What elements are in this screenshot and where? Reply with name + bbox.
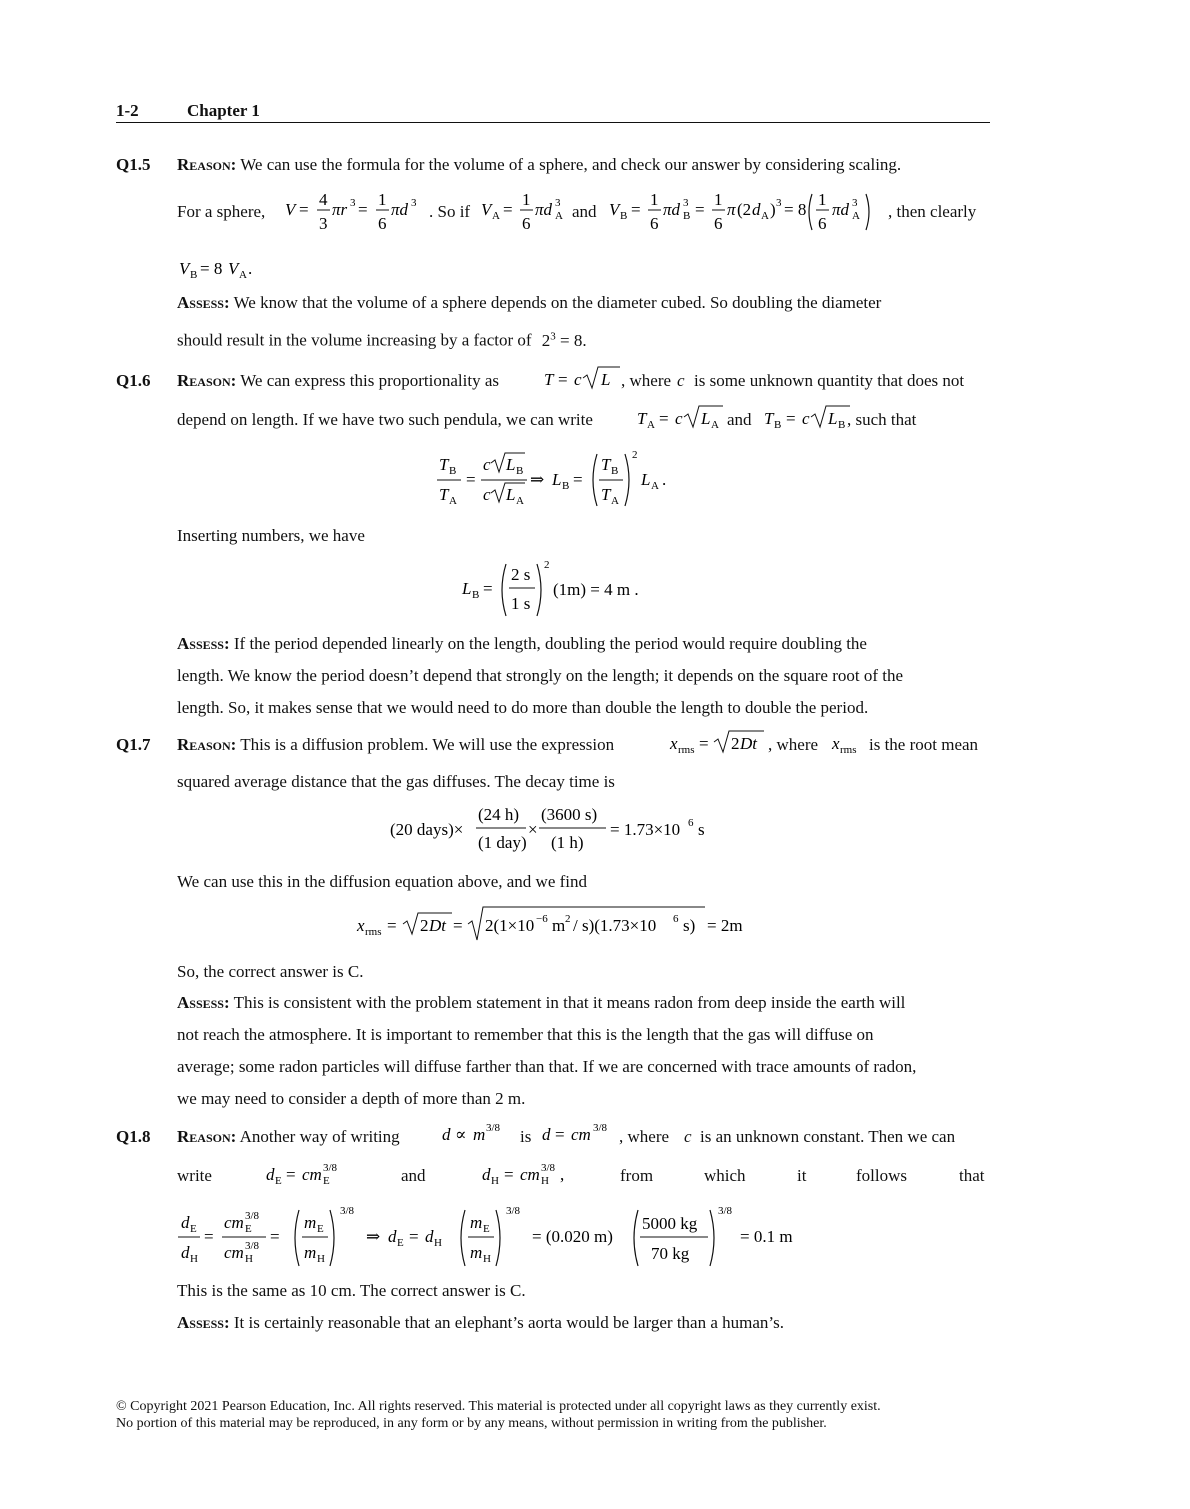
equation-vb-result (177, 255, 267, 281)
q16-reason-1b: , where (621, 371, 672, 390)
q17-reason-1a: This is a diffusion problem. We will use the expression (236, 735, 615, 754)
svg-text:(2: (2 (737, 200, 752, 219)
svg-text:s: s (698, 820, 705, 839)
question-label-q18: Q1.8 (116, 1127, 151, 1146)
equation-lb-numeric (460, 558, 660, 622)
svg-text:A: A (852, 210, 860, 222)
q17-use-line: We can use this in the diffusion equation above, and we find (177, 872, 587, 891)
svg-text:H: H (190, 1253, 198, 1265)
q16-assess-1 (177, 634, 867, 654)
svg-text:3/8: 3/8 (506, 1205, 521, 1217)
svg-text:A: A (611, 495, 619, 507)
svg-text:3/8: 3/8 (340, 1205, 355, 1217)
svg-text:3/8: 3/8 (245, 1210, 260, 1222)
q16-reason-2b: and (727, 410, 752, 429)
svg-text:=: = (659, 409, 669, 428)
q17-assess-2: not reach the atmosphere. It is important to remember that this is the length that the gas will diffuse on (177, 1025, 874, 1044)
svg-text:c: c (483, 455, 491, 474)
svg-text:L: L (552, 470, 562, 489)
q15-line2-d: , then clearly (888, 202, 977, 221)
svg-text:E: E (275, 1175, 282, 1187)
svg-text:rms: rms (365, 926, 382, 938)
svg-text:c: c (574, 370, 582, 389)
svg-text:d: d (482, 1165, 491, 1184)
svg-text:2(1×10: 2(1×10 (485, 916, 535, 935)
q17-assess-4: we may need to consider a depth of more than 2 m. (177, 1089, 526, 1108)
svg-text:): ) (770, 200, 776, 219)
q18-word-that: that (959, 1166, 985, 1185)
svg-text:=: = (555, 1125, 565, 1144)
svg-text:= 2m: = 2m (707, 916, 743, 935)
svg-text:m: m (470, 1243, 483, 1262)
svg-text:.: . (662, 470, 667, 489)
q16-reason-1c: is some unknown quantity that does not (694, 371, 965, 390)
q17-answer: So, the correct answer is C. (177, 962, 364, 981)
svg-text:H: H (434, 1237, 442, 1249)
q17-reason-2: squared average distance that the gas diffuses. The decay time is (177, 772, 615, 791)
svg-text:x: x (357, 916, 365, 935)
q15-line2-a: For a sphere, (177, 202, 266, 221)
svg-text:E: E (483, 1223, 490, 1235)
equation-lb-derivation (437, 448, 677, 514)
svg-text:(20 days)×: (20 days)× (390, 820, 464, 839)
svg-text:L: L (462, 579, 472, 598)
q18-reason-1b: is (520, 1127, 532, 1146)
svg-text:2 s: 2 s (511, 565, 531, 584)
svg-text:L: L (506, 485, 516, 504)
svg-text:(1 day): (1 day) (478, 833, 527, 852)
svg-text:V: V (285, 200, 296, 219)
svg-text:L: L (506, 455, 516, 474)
svg-text:3/8: 3/8 (486, 1122, 501, 1134)
svg-text:3: 3 (555, 197, 561, 209)
svg-text:2: 2 (420, 916, 429, 935)
q18-reason-1a: Another way of writing (236, 1127, 400, 1146)
svg-text:s): s) (683, 916, 696, 935)
svg-text:E: E (317, 1223, 324, 1235)
svg-text:×: × (528, 820, 538, 839)
q16-assess-text: If the period depended linearly on the length, doubling the period would require doubling the (229, 634, 867, 653)
svg-text:A: A (239, 269, 247, 281)
svg-text:d: d (388, 1227, 397, 1246)
svg-text:A: A (516, 495, 524, 507)
svg-text:6: 6 (650, 214, 659, 233)
assess-label: Assess: (177, 293, 230, 312)
svg-text:3: 3 (350, 197, 356, 209)
q15-assess-1 (177, 293, 881, 313)
q18-word-which: which (704, 1166, 746, 1185)
svg-text:=: = (504, 1165, 514, 1184)
svg-text:V: V (179, 259, 190, 278)
svg-text:6: 6 (688, 817, 694, 829)
svg-text:T: T (601, 485, 611, 504)
svg-text:=: = (503, 200, 513, 219)
copyright-footer (116, 1398, 881, 1432)
equation-d-prop-m (440, 1118, 520, 1146)
svg-text:L: L (701, 409, 711, 428)
svg-text:d: d (181, 1213, 190, 1232)
svg-text:,: , (560, 1165, 565, 1184)
svg-text:/ s)(1.73×10: / s)(1.73×10 (573, 916, 657, 935)
equation-tb (762, 403, 852, 431)
svg-text:V: V (609, 200, 620, 219)
q18-assess-text: It is certainly reasonable that an elephant’s aorta would be larger than a human’s. (229, 1313, 784, 1332)
svg-text:⇒: ⇒ (530, 470, 545, 489)
q18-word-and: and (401, 1166, 426, 1185)
svg-text:πd: πd (663, 200, 681, 219)
svg-text:=: = (695, 200, 705, 219)
q18-reason-1c: , where (619, 1127, 670, 1146)
question-label-q16: Q1.6 (116, 371, 151, 390)
q17-reason-1b: , where (768, 735, 819, 754)
equation-de (264, 1158, 354, 1188)
svg-text:3: 3 (319, 214, 328, 233)
svg-text:Dt: Dt (429, 916, 446, 935)
q15-reason-text: We can use the formula for the volume of a sphere, and check our answer by considering scaling. (236, 155, 902, 174)
svg-text:B: B (562, 480, 570, 492)
svg-text:(3600 s): (3600 s) (541, 805, 598, 824)
question-label-q17: Q1.7 (116, 735, 151, 754)
svg-text:3: 3 (411, 197, 417, 209)
svg-text:3/8: 3/8 (541, 1162, 556, 1174)
svg-text:6: 6 (714, 214, 723, 233)
svg-text:∝: ∝ (455, 1125, 467, 1144)
svg-text:d: d (266, 1165, 275, 1184)
svg-text:1 s: 1 s (511, 594, 531, 613)
svg-text:=: = (409, 1227, 419, 1246)
svg-text:B: B (190, 269, 198, 281)
svg-text:2: 2 (544, 559, 550, 571)
svg-text:H: H (483, 1253, 491, 1265)
svg-text:B: B (516, 465, 524, 477)
equation-vb (606, 186, 896, 236)
page-number: 1-2 (116, 101, 139, 120)
q18-word-from: from (620, 1166, 654, 1185)
q18-assess-1 (177, 1313, 784, 1333)
q18-same-line: This is the same as 10 cm. The correct answer is C. (177, 1281, 526, 1300)
svg-text:= (0.020 m): = (0.020 m) (532, 1227, 613, 1246)
svg-text:rms: rms (840, 744, 857, 756)
svg-text:4: 4 (319, 190, 328, 209)
svg-text:A: A (711, 419, 719, 431)
svg-text:cm: cm (520, 1165, 540, 1184)
svg-text:1: 1 (650, 190, 659, 209)
q17-assess-3: average; some radon particles will diffuse farther than that. If we are concerned with trace amounts of radon, (177, 1057, 917, 1076)
svg-text:m: m (304, 1243, 317, 1262)
svg-text:A: A (492, 210, 500, 222)
svg-text:πd: πd (391, 200, 409, 219)
svg-text:T: T (439, 455, 449, 474)
svg-text:2: 2 (731, 734, 740, 753)
svg-text:1: 1 (818, 190, 827, 209)
svg-text:6: 6 (378, 214, 387, 233)
q18-word-it: it (797, 1166, 807, 1185)
svg-text:3/8: 3/8 (593, 1122, 608, 1134)
q16-assess-2: length. We know the period doesn’t depend that strongly on the length; it depends on the square root of the (177, 666, 904, 685)
assess-label: Assess: (177, 634, 230, 653)
svg-text:=: = (573, 470, 583, 489)
svg-text:L: L (641, 470, 651, 489)
svg-text:d: d (442, 1125, 451, 1144)
variable-xrms (830, 728, 870, 756)
svg-text:= 0.1 m: = 0.1 m (740, 1227, 793, 1246)
svg-text:=: = (453, 916, 463, 935)
svg-text:cm: cm (224, 1213, 244, 1232)
footer-line-2: No portion of this material may be reproduced, in any form or by any means, without permission in writing from the publisher. (116, 1416, 827, 1431)
svg-text:3: 3 (852, 197, 858, 209)
svg-text:3: 3 (776, 197, 782, 209)
svg-text:πr: πr (332, 200, 348, 219)
svg-text:B: B (774, 419, 782, 431)
equation-de-derivation (178, 1202, 818, 1272)
svg-text:2: 2 (632, 449, 638, 461)
variable-c: c (677, 371, 685, 390)
reason-label: Reason: (177, 371, 237, 390)
svg-text:cm: cm (571, 1125, 591, 1144)
svg-text:(1 h): (1 h) (551, 833, 584, 852)
equation-va (478, 186, 573, 236)
svg-text:V: V (228, 259, 239, 278)
svg-text:2: 2 (565, 913, 571, 925)
svg-text:−6: −6 (536, 913, 548, 925)
svg-text:⇒: ⇒ (366, 1227, 381, 1246)
svg-text:L: L (601, 370, 611, 389)
svg-text:3/8: 3/8 (718, 1205, 733, 1217)
svg-text:H: H (245, 1253, 253, 1265)
svg-text:B: B (620, 210, 628, 222)
q16-assess-3: length. So, it makes sense that we would need to do more than double the length to double the period. (177, 698, 869, 717)
svg-text:H: H (491, 1175, 499, 1187)
svg-text:x: x (670, 734, 678, 753)
svg-text:m: m (304, 1213, 317, 1232)
svg-text:= 8: = 8 (200, 259, 223, 278)
svg-text:T: T (601, 455, 611, 474)
svg-text:E: E (190, 1223, 197, 1235)
assess-label: Assess: (177, 993, 230, 1012)
svg-text:T: T (764, 409, 774, 428)
equation-ta (635, 403, 725, 431)
svg-text:m: m (470, 1213, 483, 1232)
svg-text:(24 h): (24 h) (478, 805, 520, 824)
svg-text:H: H (317, 1253, 325, 1265)
reason-label: Reason: (177, 155, 237, 174)
svg-text:πd: πd (535, 200, 553, 219)
svg-text:70 kg: 70 kg (651, 1244, 690, 1263)
q18-reason-1 (177, 1127, 400, 1147)
q17-assess-text: This is consistent with the problem statement in that it means radon from deep inside the earth will (229, 993, 906, 1012)
svg-text:3/8: 3/8 (245, 1240, 260, 1252)
equation-d-cm (540, 1118, 630, 1146)
svg-text:d: d (181, 1243, 190, 1262)
q16-reason-2c: , such that (847, 410, 917, 429)
svg-text:B: B (683, 210, 691, 222)
svg-text:B: B (838, 419, 846, 431)
svg-text:E: E (397, 1237, 404, 1249)
svg-text:=: = (387, 916, 397, 935)
svg-text:T: T (439, 485, 449, 504)
svg-text:=: = (358, 200, 368, 219)
q15-assess-2: should result in the volume increasing by a factor of $2^3 = 8$. (177, 330, 587, 350)
header-rule (116, 122, 990, 123)
equation-xrms (668, 728, 768, 756)
svg-text:E: E (323, 1175, 330, 1187)
svg-text:=: = (558, 370, 568, 389)
svg-text:m: m (552, 916, 566, 935)
svg-text:A: A (647, 419, 655, 431)
svg-text:=: = (299, 200, 309, 219)
svg-text:.: . (248, 259, 253, 278)
svg-text:A: A (449, 495, 457, 507)
svg-text:c: c (675, 409, 683, 428)
variable-c: c (684, 1127, 692, 1146)
q16-inserting: Inserting numbers, we have (177, 526, 365, 545)
svg-text:6: 6 (673, 913, 679, 925)
equation-decay-time (388, 802, 728, 858)
svg-text:H: H (541, 1175, 549, 1187)
svg-text:B: B (472, 589, 480, 601)
reason-label: Reason: (177, 735, 237, 754)
svg-text:=: = (699, 734, 709, 753)
q18-word-follows: follows (856, 1166, 907, 1185)
svg-text:= 8: = 8 (784, 200, 807, 219)
svg-text:cm: cm (302, 1165, 322, 1184)
q18-reason-1d: is an unknown constant. Then we can (700, 1127, 956, 1146)
svg-text:=: = (286, 1165, 296, 1184)
svg-text:m: m (473, 1125, 486, 1144)
svg-text:T: T (544, 370, 554, 389)
svg-text:=: = (483, 579, 493, 598)
equation-xrms-numeric (355, 904, 755, 944)
svg-text:3: 3 (683, 197, 689, 209)
svg-text:A: A (651, 480, 659, 492)
svg-text:(1m) = 4 m .: (1m) = 4 m . (553, 580, 639, 599)
q15-line2-c: and (572, 202, 597, 221)
svg-text:3/8: 3/8 (323, 1162, 338, 1174)
svg-text:c: c (483, 485, 491, 504)
q18-word-write: write (177, 1166, 212, 1185)
q15-reason (177, 155, 901, 175)
svg-text:π: π (727, 200, 736, 219)
svg-text:πd: πd (832, 200, 850, 219)
svg-text:1: 1 (378, 190, 387, 209)
svg-text:c: c (802, 409, 810, 428)
svg-text:V: V (481, 200, 492, 219)
q16-reason-2a: depend on length. If we have two such pendula, we can write (177, 410, 593, 429)
svg-text:d: d (425, 1227, 434, 1246)
svg-text:= 1.73×10: = 1.73×10 (610, 820, 681, 839)
svg-text:B: B (449, 465, 457, 477)
svg-text:A: A (761, 210, 769, 222)
reason-label: Reason: (177, 1127, 237, 1146)
q15-line2-b: . So if (429, 202, 471, 221)
svg-text:=: = (204, 1227, 214, 1246)
svg-text:T: T (637, 409, 647, 428)
svg-text:1: 1 (522, 190, 531, 209)
svg-text:=: = (786, 409, 796, 428)
svg-text:=: = (631, 200, 641, 219)
chapter-title: Chapter 1 (187, 101, 260, 120)
q15-assess-2a: should result in the volume increasing by a factor of (177, 330, 532, 350)
svg-text:5000 kg: 5000 kg (642, 1214, 698, 1233)
svg-text:6: 6 (522, 214, 531, 233)
question-label-q15: Q1.5 (116, 155, 151, 174)
q17-reason-1c: is the root mean (869, 735, 979, 754)
svg-text:6: 6 (818, 214, 827, 233)
q16-reason-1a: We can express this proportionality as (236, 371, 499, 390)
svg-text:cm: cm (224, 1243, 244, 1262)
svg-text:E: E (245, 1223, 252, 1235)
q15-assess-text: We know that the volume of a sphere depends on the diameter cubed. So doubling the diameter (229, 293, 882, 312)
q17-assess-1 (177, 993, 905, 1013)
svg-text:B: B (611, 465, 619, 477)
svg-text:=: = (270, 1227, 280, 1246)
assess-label: Assess: (177, 1313, 230, 1332)
svg-text:1: 1 (714, 190, 723, 209)
q16-reason-1 (177, 371, 499, 391)
svg-text:rms: rms (678, 744, 695, 756)
equation-t-proportional (542, 364, 622, 392)
svg-text:Dt: Dt (740, 734, 757, 753)
svg-text:d: d (752, 200, 761, 219)
svg-text:L: L (828, 409, 838, 428)
footer-line-1: © Copyright 2021 Pearson Education, Inc. All rights reserved. This material is protected under all copyright laws as they currently exist. (116, 1399, 881, 1414)
svg-text:d: d (542, 1125, 551, 1144)
equation-dh (480, 1158, 580, 1188)
svg-text:x: x (832, 734, 840, 753)
q17-reason-1 (177, 735, 614, 755)
svg-text:A: A (555, 210, 563, 222)
equation-sphere-volume (282, 186, 437, 236)
svg-text:=: = (466, 470, 476, 489)
